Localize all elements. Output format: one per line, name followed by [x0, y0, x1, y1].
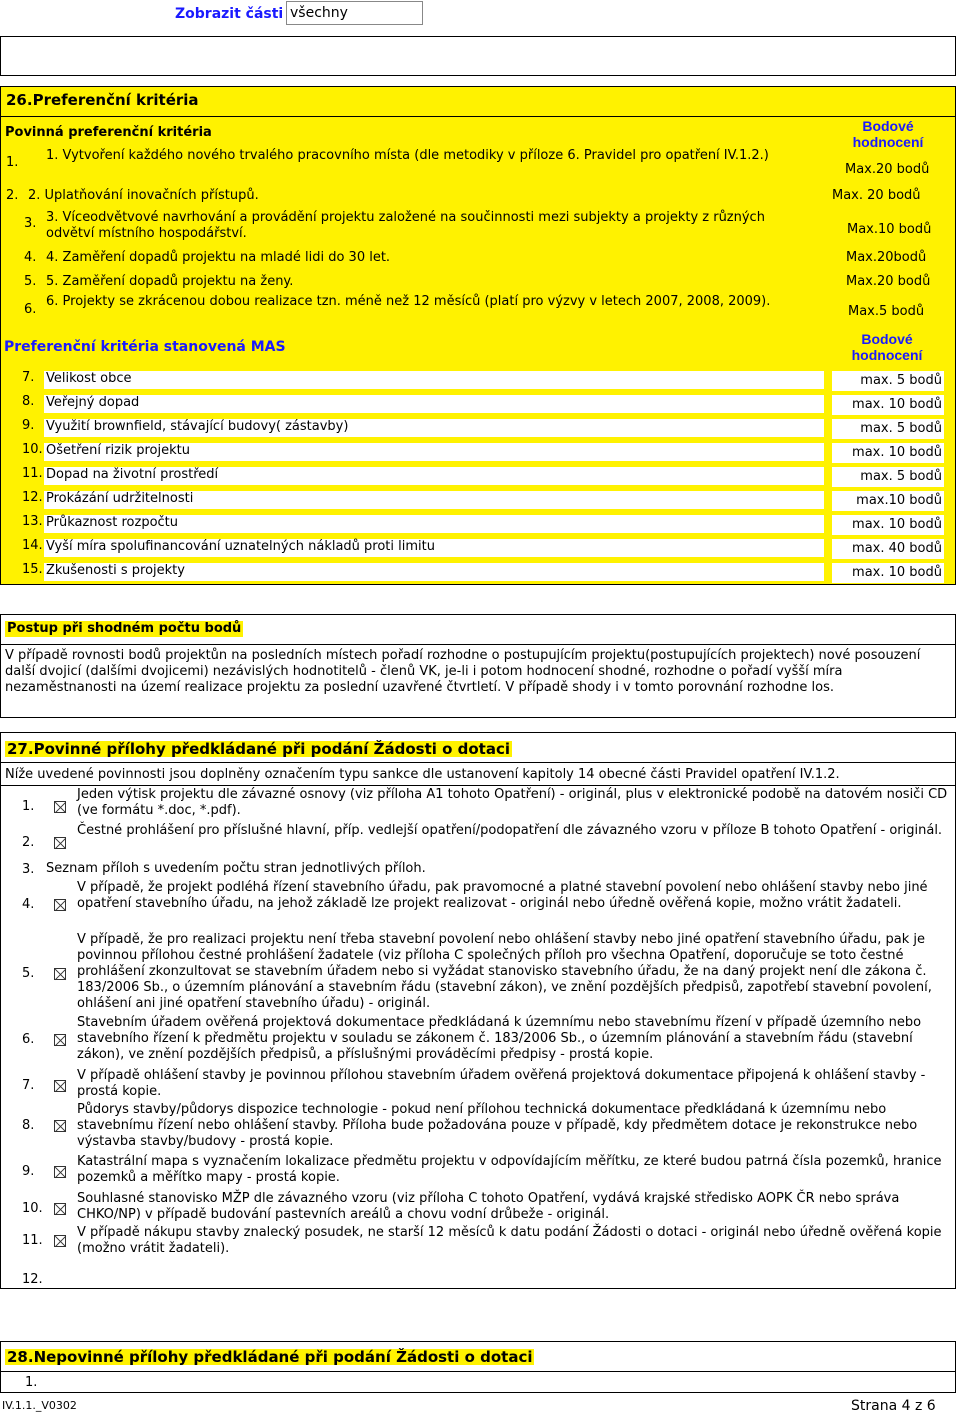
divider [1, 116, 955, 117]
mas-criterion-field [44, 539, 824, 557]
section-filter-label: Zobrazit části [175, 6, 284, 22]
attachment-text: Katastrální mapa s vyznačením lokalizace předmětu projektu v odpovídajícím měřítku, ze které budou patrná čísla pozemků, hranice pozemků a měřítko mapy - prostá kopie. [77, 1154, 942, 1185]
attachment-number: 6. [22, 1032, 35, 1047]
criterion-text: 6. Projekty se zkrácenou dobou realizace tzn. méně než 12 měsíců (platí pro výzvy v letech 2007, 2008, 2009). [46, 294, 771, 309]
mas-criterion-field [44, 371, 824, 389]
divider [1, 785, 955, 786]
attachment-text: Půdorys stavby/půdorys dispozice technologie - pokud není přílohou technická dokumentace předkládaná k územnímu nebo stavebnímu řízení nebo ohlášení stavby. Příloha bude požadována pouze v případě, kdy předmětem dotace je rekonstrukce nebo výstavba stavby/budovy - prostá kopie. [77, 1102, 918, 1149]
mas-criterion-points: max. 10 bodů [852, 565, 942, 580]
mas-criterion-number: 14. [22, 538, 43, 553]
attachment-checkbox[interactable] [54, 1120, 66, 1132]
attachment-checkbox[interactable] [54, 1235, 66, 1247]
mas-criterion-points: max. 5 bodů [860, 469, 942, 484]
mas-criterion-field [44, 563, 824, 581]
divider [1, 762, 955, 763]
mas-criterion-number: 15. [22, 562, 43, 577]
criterion-text: 3. Víceodvětvové navrhování a provádění projektu založené na součinnosti mezi subjekty a projekty z různých odvětví místního hospodářství. [46, 210, 765, 241]
mas-criterion-points: max.10 bodů [856, 493, 942, 508]
attachment-number: 4. [22, 897, 35, 912]
attachment-checkbox[interactable] [54, 1034, 66, 1046]
criterion-points: Max. 20 bodů [832, 188, 921, 203]
section-28-title: 28.Nepovinné přílohy předkládané při podání Žádosti o dotaci [7, 1348, 533, 1366]
attachment-checkbox[interactable] [54, 801, 66, 813]
attachment-text: V případě ohlášení stavby je povinnou přílohou stavebním úřadem ověřená projektová dokumentace připojená k ohlášení stavby - prostá kopie. [77, 1068, 926, 1099]
mas-criterion-points-field [832, 491, 944, 511]
attachment-number: 8. [22, 1118, 35, 1133]
mas-criterion-points: max. 10 bodů [852, 397, 942, 412]
section-filter-select[interactable] [286, 1, 423, 25]
points-heading: Bodové hodnocení [852, 118, 924, 150]
mas-criterion-field [44, 443, 824, 461]
criterion-points: Max.20 bodů [846, 274, 931, 289]
mas-criterion-text: Velikost obce [46, 371, 132, 386]
mas-criterion-points-field [832, 539, 944, 559]
attachment-checkbox[interactable] [54, 1080, 66, 1092]
tie-heading: Postup při shodném počtu bodů [7, 621, 242, 636]
criterion-points: Max.10 bodů [847, 222, 932, 237]
criterion-number: 6. [24, 302, 37, 317]
attachment-text: Jeden výtisk projektu dle závazné osnovy (viz příloha A1 tohoto Opatření) - originál, plus v elektronické podobě na datovém nosiči CD (ve formátu *.doc, *.pdf). [77, 787, 948, 818]
attachment-text: Stavebním úřadem ověřená projektová dokumentace předkládaná k územnímu nebo stavebnímu řízení v případě územního nebo stavebního řízení k předmětu projektu v souladu se zákonem č. 183/2006 Sb., o územním plánování a stavebním řádu (stavební zákon), ve znění pozdějších předpisů, a příslušnými prováděcími předpisy - prostá kopie. [77, 1015, 922, 1062]
attachment-number: 9. [22, 1164, 35, 1179]
divider [1, 644, 955, 645]
mas-criterion-points-field [832, 395, 944, 415]
optional-item-number: 1. [25, 1375, 38, 1390]
mas-criterion-field [44, 491, 824, 509]
mas-criterion-points-field [832, 563, 944, 583]
attachment-number: 7. [22, 1078, 35, 1093]
mas-criterion-text: Prokázání udržitelnosti [46, 491, 194, 506]
criterion-number: 5. [24, 274, 37, 289]
mas-criterion-number: 9. [22, 418, 35, 433]
attachment-checkbox[interactable] [54, 837, 66, 849]
attachment-text: Souhlasné stanovisko MŽP dle závazného vzoru (viz příloha C tohoto Opatření, vydává krajské středisko AOPK ČR nebo správa CHKO/NP) v případě budování pastevních areálů a chovu vodní drůbeže - originál. [77, 1191, 900, 1222]
mas-criterion-field [44, 395, 824, 413]
mas-criterion-points-field [832, 371, 944, 391]
attachment-checkbox[interactable] [54, 1166, 66, 1178]
mas-criterion-number: 13. [22, 514, 43, 529]
section-27-intro: Níže uvedené povinnosti jsou doplněny označením typu sankce dle ustanovení kapitoly 14 obecné části Pravidel opatření IV.1.2. [5, 767, 840, 782]
attachment-number: 3. [22, 862, 35, 877]
mas-criterion-field [44, 467, 824, 485]
mas-criterion-points: max. 40 bodů [852, 541, 942, 556]
attachment-number: 5. [22, 966, 35, 981]
mas-criterion-number: 7. [22, 370, 35, 385]
attachment-text: V případě nákupu stavby znalecký posudek, ne starší 12 měsíců k datu podání Žádosti o dotaci - originál nebo úředně ověřená kopie (možno vrátit žadateli). [77, 1225, 942, 1256]
mas-criterion-points-field [832, 467, 944, 487]
mas-heading: Preferenční kritéria stanovená MAS [4, 339, 286, 355]
mas-criterion-points: max. 5 bodů [860, 373, 942, 388]
criterion-text: 2. Uplatňování inovačních přístupů. [28, 188, 259, 203]
attachment-text: V případě, že projekt podléhá řízení stavebního úřadu, pak pravomocné a platné stavební povolení nebo ohlášení stavby nebo jiné opatření stavebního úřadu, na jehož základě lze projekt realizovat - originál nebo úředně ověřená kopie, možno vrátit žadateli. [77, 880, 928, 911]
criterion-points: Max.20bodů [846, 250, 927, 265]
attachment-checkbox[interactable] [54, 899, 66, 911]
mas-criterion-text: Veřejný dopad [46, 395, 140, 410]
mas-criterion-text: Vyší míra spolufinancování uznatelných nákladů proti limitu [46, 539, 435, 554]
mas-criterion-points-field [832, 443, 944, 463]
attachment-number: 12. [22, 1272, 43, 1287]
mas-criterion-number: 8. [22, 394, 35, 409]
attachment-checkbox[interactable] [54, 1203, 66, 1215]
criterion-number: 3. [24, 216, 37, 231]
mas-points-heading: Bodové hodnocení [851, 331, 923, 363]
criterion-points: Max.5 bodů [848, 304, 925, 319]
criterion-text: 5. Zaměření dopadů projektu na ženy. [46, 274, 294, 289]
attachment-text: V případě, že pro realizaci projektu není třeba stavební povolení nebo ohlášení stavby nebo jiné opatření stavebního úřadu, pak je povinnou přílohou čestné prohlášení žadatele (viz příloha C společných příloh pro všechna Opatření, doporučuje se toto čestné prohlášení zkonzultovat se stavebním úřadem nebo si vyžádat stanovisko stavebního úřadu, že na daný projekt není dle zákona č. 183/2006 Sb., o územním plánování a stavebním řádu (stavební zákon), ve znění pozdějších předpisů, zapotřebí stavební povolení, ohlášení ani jiné opatření stavebního úřadu) - originál. [77, 932, 932, 1011]
mas-criterion-field [44, 419, 824, 437]
divider [1, 1371, 955, 1372]
mas-criterion-points: max. 10 bodů [852, 445, 942, 460]
attachment-number: 11. [22, 1233, 43, 1248]
attachment-number: 10. [22, 1201, 43, 1216]
mas-criterion-number: 11. [22, 466, 43, 481]
criterion-points: Max.20 bodů [845, 162, 930, 177]
mas-criterion-field [44, 515, 824, 533]
mas-criterion-text: Dopad na životní prostředí [46, 467, 219, 482]
mas-criterion-points: max. 5 bodů [860, 421, 942, 436]
mas-criterion-points: max. 10 bodů [852, 517, 942, 532]
section-27-title: 27.Povinné přílohy předkládané při podání Žádosti o dotaci [7, 740, 511, 758]
attachment-number: 2. [22, 835, 35, 850]
tie-section [0, 614, 956, 718]
mas-criterion-text: Ošetření rizik projektu [46, 443, 190, 458]
criterion-text: 1. Vytvoření každého nového trvalého pracovního místa (dle metodiky v příloze 6. Pravidel pro opatření IV.1.2.) [46, 148, 769, 163]
attachment-text: Čestné prohlášení pro příslušné hlavní, příp. vedlejší opatření/podopatření dle závazného vzoru v příloze B tohoto Opatření - originál. [77, 823, 943, 838]
criterion-number: 1. [6, 155, 19, 170]
page-number: Strana 4 z 6 [851, 1398, 936, 1414]
empty-input-box[interactable] [0, 36, 956, 76]
mas-criterion-text: Využití brownfield, stávající budovy( zástavby) [46, 419, 349, 434]
criterion-text: 4. Zaměření dopadů projektu na mladé lidi do 30 let. [46, 250, 391, 265]
section-26-title: 26.Preferenční kritéria [6, 91, 199, 109]
mas-criterion-points-field [832, 419, 944, 439]
mas-criterion-text: Zkušenosti s projekty [46, 563, 185, 578]
criterion-number: 2. [6, 188, 19, 203]
attachment-text: Seznam příloh s uvedením počtu stran jednotlivých příloh. [46, 861, 426, 876]
mas-criterion-number: 10. [22, 442, 43, 457]
criterion-number: 4. [24, 250, 37, 265]
section-filter-value: všechny [290, 5, 348, 21]
mas-criterion-number: 12. [22, 490, 43, 505]
mandatory-heading: Povinná preferenční kritéria [5, 125, 212, 140]
attachment-checkbox[interactable] [54, 968, 66, 980]
attachment-number: 1. [22, 799, 35, 814]
footer-code: IV.1.1._V0302 [2, 1399, 77, 1412]
tie-text: V případě rovnosti bodů projektůn na posledních místech pořadí rozhodne o postupujícím projektu(postupujících projektech) nové posouzení další dvojicí (dalšími dvojicemi) nezávislých hodnotitelů - členů VK, je-li i potom hodnocení shodné, rozhodne o pořadí vyšší míra nezaměstnanosti na území realizace projektu za poslední uzavřené čtvrtletí. V případě shody i v tomto porovnání rozhodne los. [5, 648, 921, 695]
mas-criterion-text: Průkaznost rozpočtu [46, 515, 179, 530]
mas-criterion-points-field [832, 515, 944, 535]
